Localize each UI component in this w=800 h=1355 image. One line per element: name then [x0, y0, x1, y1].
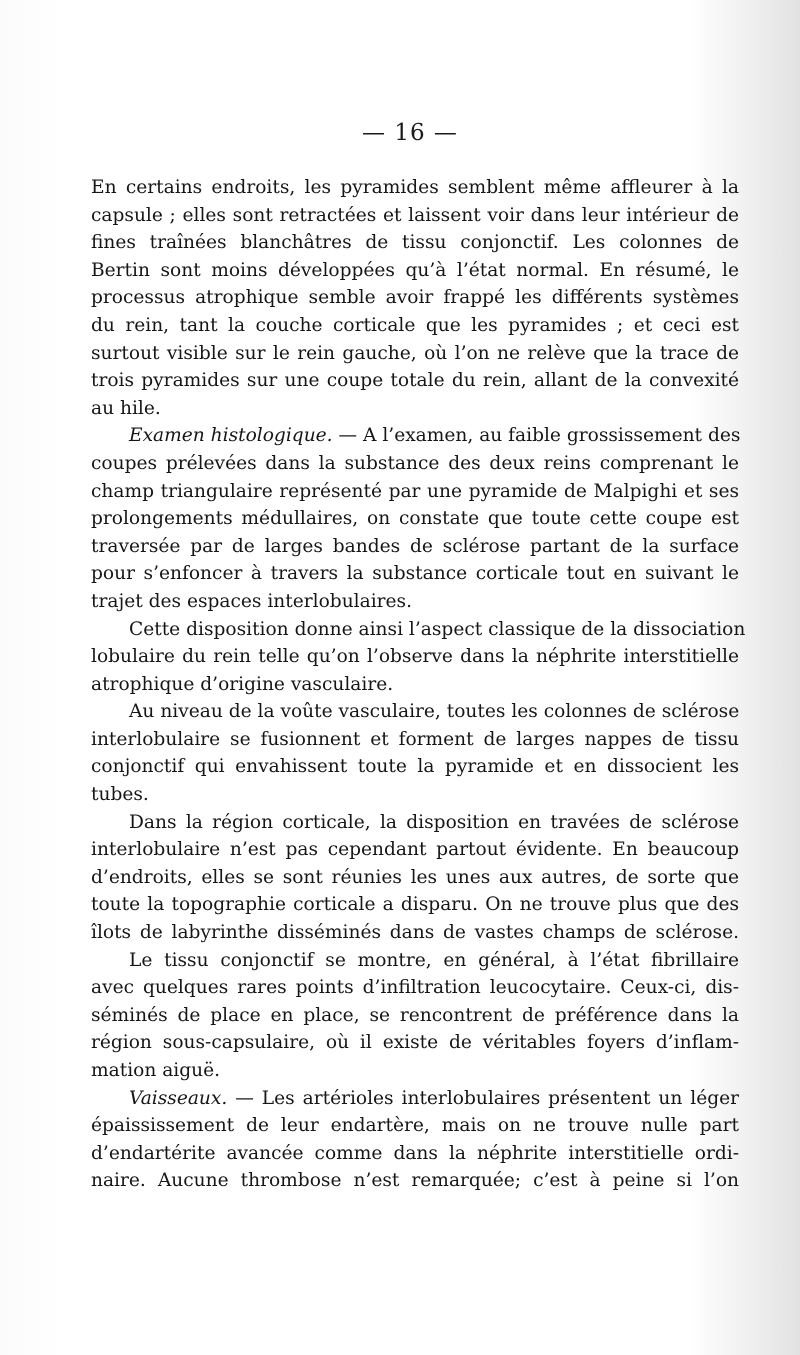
- text-line-rest: — A l’examen, au faible grossissement des: [332, 425, 741, 447]
- text-line: trois pyramides sur une coupe totale du rein, allant de la convexité: [91, 370, 739, 392]
- text-line: d’endartérite avancée comme dans la néphrite interstitielle ordi-: [91, 1142, 739, 1164]
- text-line: épaississement de leur endartère, mais on ne trouve nulle part: [91, 1115, 739, 1137]
- text-line: Cette disposition donne ainsi l’aspect classique de la dissociation: [129, 618, 746, 640]
- text-line: surtout visible sur le rein gauche, où l’on ne relève que la trace de: [91, 342, 739, 364]
- text-line: fines traînées blanchâtres de tissu conjonctif. Les colonnes de: [91, 232, 739, 254]
- text-line: avec quelques rares points d’infiltration leucocytaire. Ceux-ci, dis-: [91, 977, 739, 999]
- text-line: du rein, tant la couche corticale que les pyramides ; et ceci est: [91, 314, 739, 336]
- text-line: trajet des espaces interlobulaires.: [91, 590, 412, 612]
- paragraph: [91, 174, 739, 422]
- section-heading: Examen histologique.: [129, 425, 333, 447]
- text-line: prolongements médullaires, on constate que toute cette coupe est: [91, 508, 739, 530]
- text-line: pour s’enfoncer à travers la substance corticale tout en suivant le: [91, 563, 739, 585]
- text-line: capsule ; elles sont retractées et laissent voir dans leur intérieur de: [91, 204, 739, 226]
- paragraph: [91, 947, 739, 1085]
- text-line: lobulaire du rein telle qu’on l’observe dans la néphrite interstitielle: [91, 646, 739, 668]
- text-line: îlots de labyrinthe disséminés dans de vastes champs de sclérose.: [91, 922, 739, 944]
- text-line: traversée par de larges bandes de sclérose partant de la surface: [91, 535, 739, 557]
- paragraph: [91, 1085, 739, 1195]
- text-line: Au niveau de la voûte vasculaire, toutes les colonnes de sclérose: [129, 701, 740, 723]
- text-line: champ triangulaire représenté par une pyramide de Malpighi et ses: [91, 480, 739, 502]
- text-line: au hile.: [91, 397, 161, 419]
- text-line: Dans la région corticale, la disposition en travées de sclérose: [129, 811, 739, 833]
- text-line: région sous-capsulaire, où il existe de véritables foyers d’inflam-: [91, 1032, 739, 1054]
- text-line: Bertin sont moins développées qu’à l’état normal. En résumé, le: [91, 259, 739, 281]
- section-heading: Vaisseaux.: [129, 1087, 228, 1109]
- text-line: tubes.: [91, 784, 149, 806]
- text-line: interlobulaire n’est pas cependant partout évidente. En beaucoup: [91, 839, 739, 861]
- text-line: séminés de place en place, se rencontrent de préférence dans la: [91, 1004, 739, 1026]
- text-line: Le tissu conjonctif se montre, en général, à l’état fibrillaire: [129, 949, 739, 971]
- text-line-rest: — Les artérioles interlobulaires présentent un léger: [227, 1087, 739, 1109]
- text-line: [91, 422, 739, 450]
- paragraph: [91, 422, 739, 615]
- text-line: interlobulaire se fusionnent et forment de larges nappes de tissu: [91, 728, 739, 750]
- paragraph: [91, 616, 746, 699]
- paragraph: [91, 809, 739, 947]
- text-line: conjonctif qui envahissent toute la pyramide et en dissocient les: [91, 756, 739, 778]
- text-line: processus atrophique semble avoir frappé les différents systèmes: [91, 287, 739, 309]
- text-line: atrophique d’origine vasculaire.: [91, 673, 394, 695]
- text-line: naire. Aucune thrombose n’est remarquée; c’est à peine si l’on: [91, 1170, 739, 1192]
- text-line: toute la topographie corticale a disparu. On ne trouve plus que des: [91, 894, 739, 916]
- body-text: [91, 174, 746, 1195]
- paragraph: [91, 698, 739, 808]
- text-line: coupes prélevées dans la substance des deux reins comprenant le: [91, 452, 739, 474]
- text-line: d’endroits, elles se sont réunies les unes aux autres, de sorte que: [91, 866, 739, 888]
- text-line: [91, 1085, 739, 1113]
- text-line: mation aiguë.: [91, 1060, 221, 1081]
- page-number: — 16 —: [362, 120, 458, 146]
- text-line: En certains endroits, les pyramides semblent même affleurer à la: [91, 177, 739, 198]
